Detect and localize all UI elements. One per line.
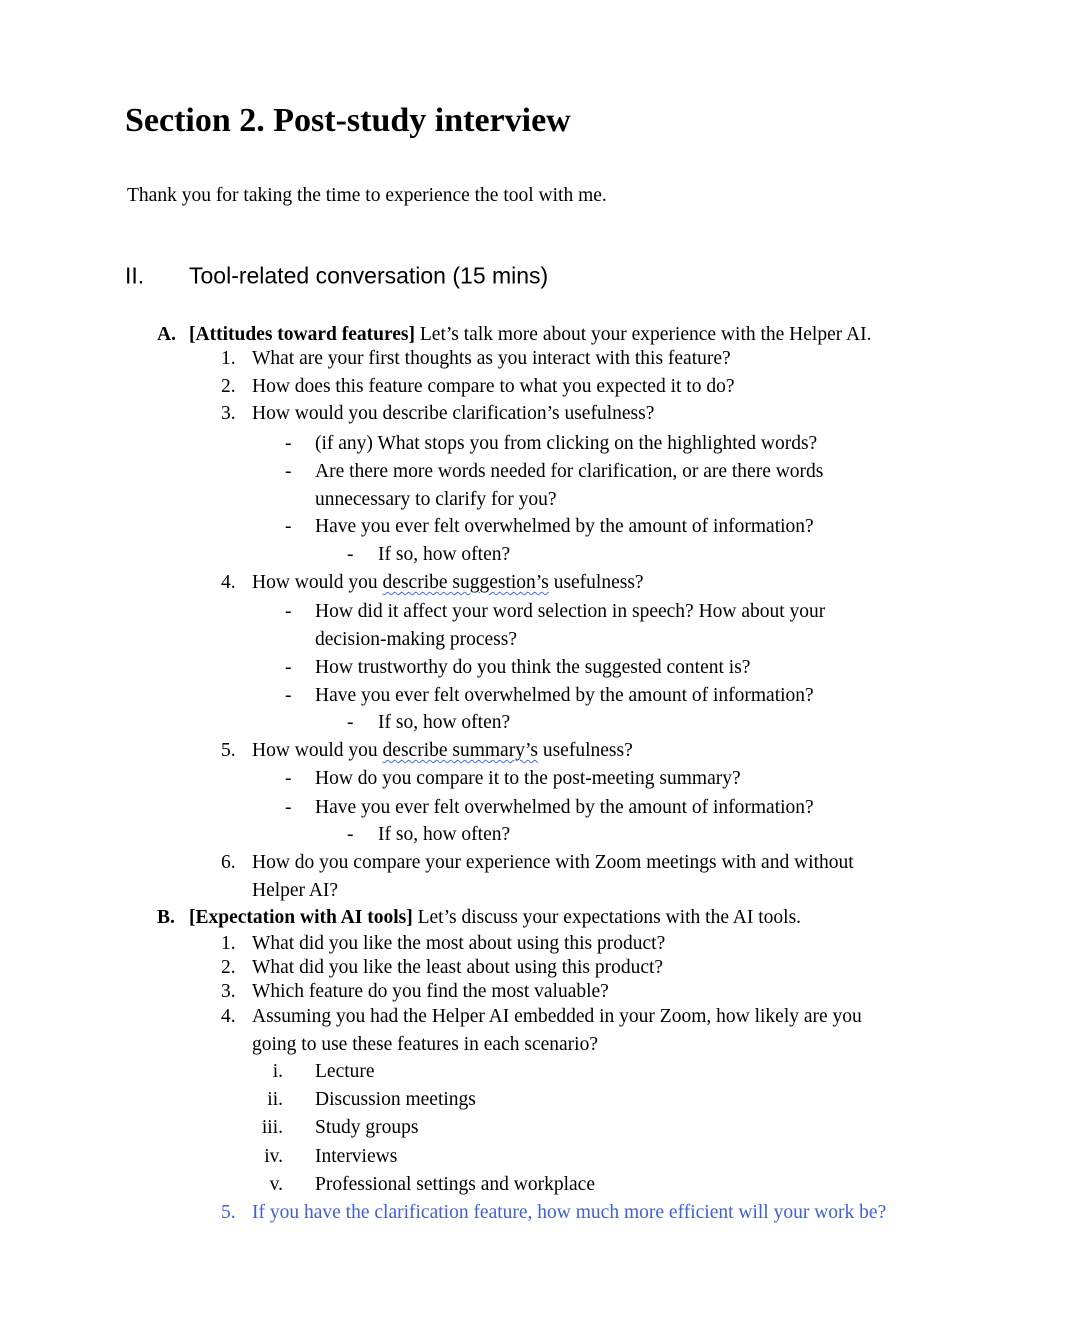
text: How would you — [252, 572, 383, 593]
part-a-bold: [Attitudes toward features] — [189, 324, 416, 345]
list-item: If so, how often? — [378, 544, 511, 565]
list-number: 1. — [221, 348, 236, 369]
list-item-continued: decision-making process? — [315, 629, 517, 650]
list-item: How would you describe clarification’s usefulness? — [252, 403, 655, 424]
list-item-highlighted: If you have the clarification feature, how much more efficient will your work be? — [252, 1202, 887, 1223]
roman-numeral: i. — [272, 1061, 283, 1082]
dash-bullet: - — [285, 601, 292, 622]
dash-bullet: - — [285, 461, 292, 482]
list-item: If so, how often? — [378, 824, 511, 845]
list-item: Which feature do you find the most valuable? — [252, 981, 609, 1002]
part-b-bold: [Expectation with AI tools] — [189, 907, 413, 928]
list-number: 1. — [221, 933, 236, 954]
dash-bullet: - — [285, 685, 292, 706]
scenario-item: Professional settings and workplace — [315, 1174, 595, 1195]
list-item: Have you ever felt overwhelmed by the amount of information? — [315, 516, 814, 537]
list-item: How do you compare your experience with Zoom meetings with and without — [252, 852, 854, 873]
list-item: Have you ever felt overwhelmed by the amount of information? — [315, 797, 814, 818]
list-number: 5. — [221, 1202, 236, 1223]
list-item: Assuming you had the Helper AI embedded in your Zoom, how likely are you — [252, 1006, 862, 1027]
text: How would you — [252, 740, 383, 761]
list-number: 3. — [221, 403, 236, 424]
list-item-continued: Helper AI? — [252, 880, 339, 901]
list-number: 2. — [221, 376, 236, 397]
list-number: 4. — [221, 572, 236, 593]
part-a-heading — [189, 323, 872, 347]
list-item: How do you compare it to the post-meeting summary? — [315, 768, 741, 789]
list-item: What did you like the most about using this product? — [252, 933, 666, 954]
dash-bullet: - — [285, 657, 292, 678]
list-item: What are your first thoughts as you interact with this feature? — [252, 348, 731, 369]
list-item: Are there more words needed for clarification, or are there words — [315, 461, 824, 482]
roman-numeral: iv. — [264, 1146, 283, 1167]
dash-bullet: - — [285, 433, 292, 454]
roman-numeral: iii. — [261, 1117, 283, 1138]
scenario-item: Interviews — [315, 1146, 398, 1167]
list-item — [252, 739, 633, 763]
text: usefulness? — [548, 572, 644, 593]
spellcheck-underline[interactable]: describe suggestion’s — [382, 572, 549, 593]
list-number: 2. — [221, 957, 236, 978]
dash-bullet: - — [347, 824, 354, 845]
roman-numeral: ii. — [267, 1089, 283, 1110]
text: usefulness? — [537, 740, 633, 761]
list-item: If so, how often? — [378, 712, 511, 733]
list-number: 3. — [221, 981, 236, 1002]
list-number: 6. — [221, 852, 236, 873]
intro-text: Thank you for taking the time to experience the tool with me. — [127, 185, 607, 206]
section-heading: Tool-related conversation (15 mins) — [189, 262, 549, 289]
dash-bullet: - — [285, 797, 292, 818]
list-item: How trustworthy do you think the suggested content is? — [315, 657, 751, 678]
part-a-letter: A. — [157, 324, 176, 345]
part-b-letter: B. — [157, 907, 175, 928]
scenario-item: Lecture — [315, 1061, 375, 1082]
dash-bullet: - — [285, 516, 292, 537]
list-item-continued: going to use these features in each scenario? — [252, 1034, 598, 1055]
page-title: Section 2. Post-study interview — [125, 102, 571, 139]
list-item: How does this feature compare to what you expected it to do? — [252, 376, 735, 397]
part-a-text: Let’s talk more about your experience with the Helper AI. — [415, 324, 872, 345]
list-number: 5. — [221, 740, 236, 761]
list-item-continued: unnecessary to clarify for you? — [315, 489, 557, 510]
part-b-heading — [189, 906, 801, 930]
part-b-text: Let’s discuss your expectations with the AI tools. — [412, 907, 802, 928]
spellcheck-underline[interactable]: describe summary’s — [382, 740, 538, 761]
dash-bullet: - — [347, 544, 354, 565]
roman-numeral: v. — [269, 1174, 283, 1195]
list-number: 4. — [221, 1006, 236, 1027]
list-item — [252, 571, 644, 595]
list-item: How did it affect your word selection in speech? How about your — [315, 601, 826, 622]
scenario-item: Study groups — [315, 1117, 419, 1138]
scenario-item: Discussion meetings — [315, 1089, 476, 1110]
list-item: Have you ever felt overwhelmed by the amount of information? — [315, 685, 814, 706]
list-item: What did you like the least about using this product? — [252, 957, 664, 978]
dash-bullet: - — [285, 768, 292, 789]
list-item: (if any) What stops you from clicking on the highlighted words? — [315, 433, 818, 454]
dash-bullet: - — [347, 712, 354, 733]
section-numeral: II. — [125, 262, 145, 289]
